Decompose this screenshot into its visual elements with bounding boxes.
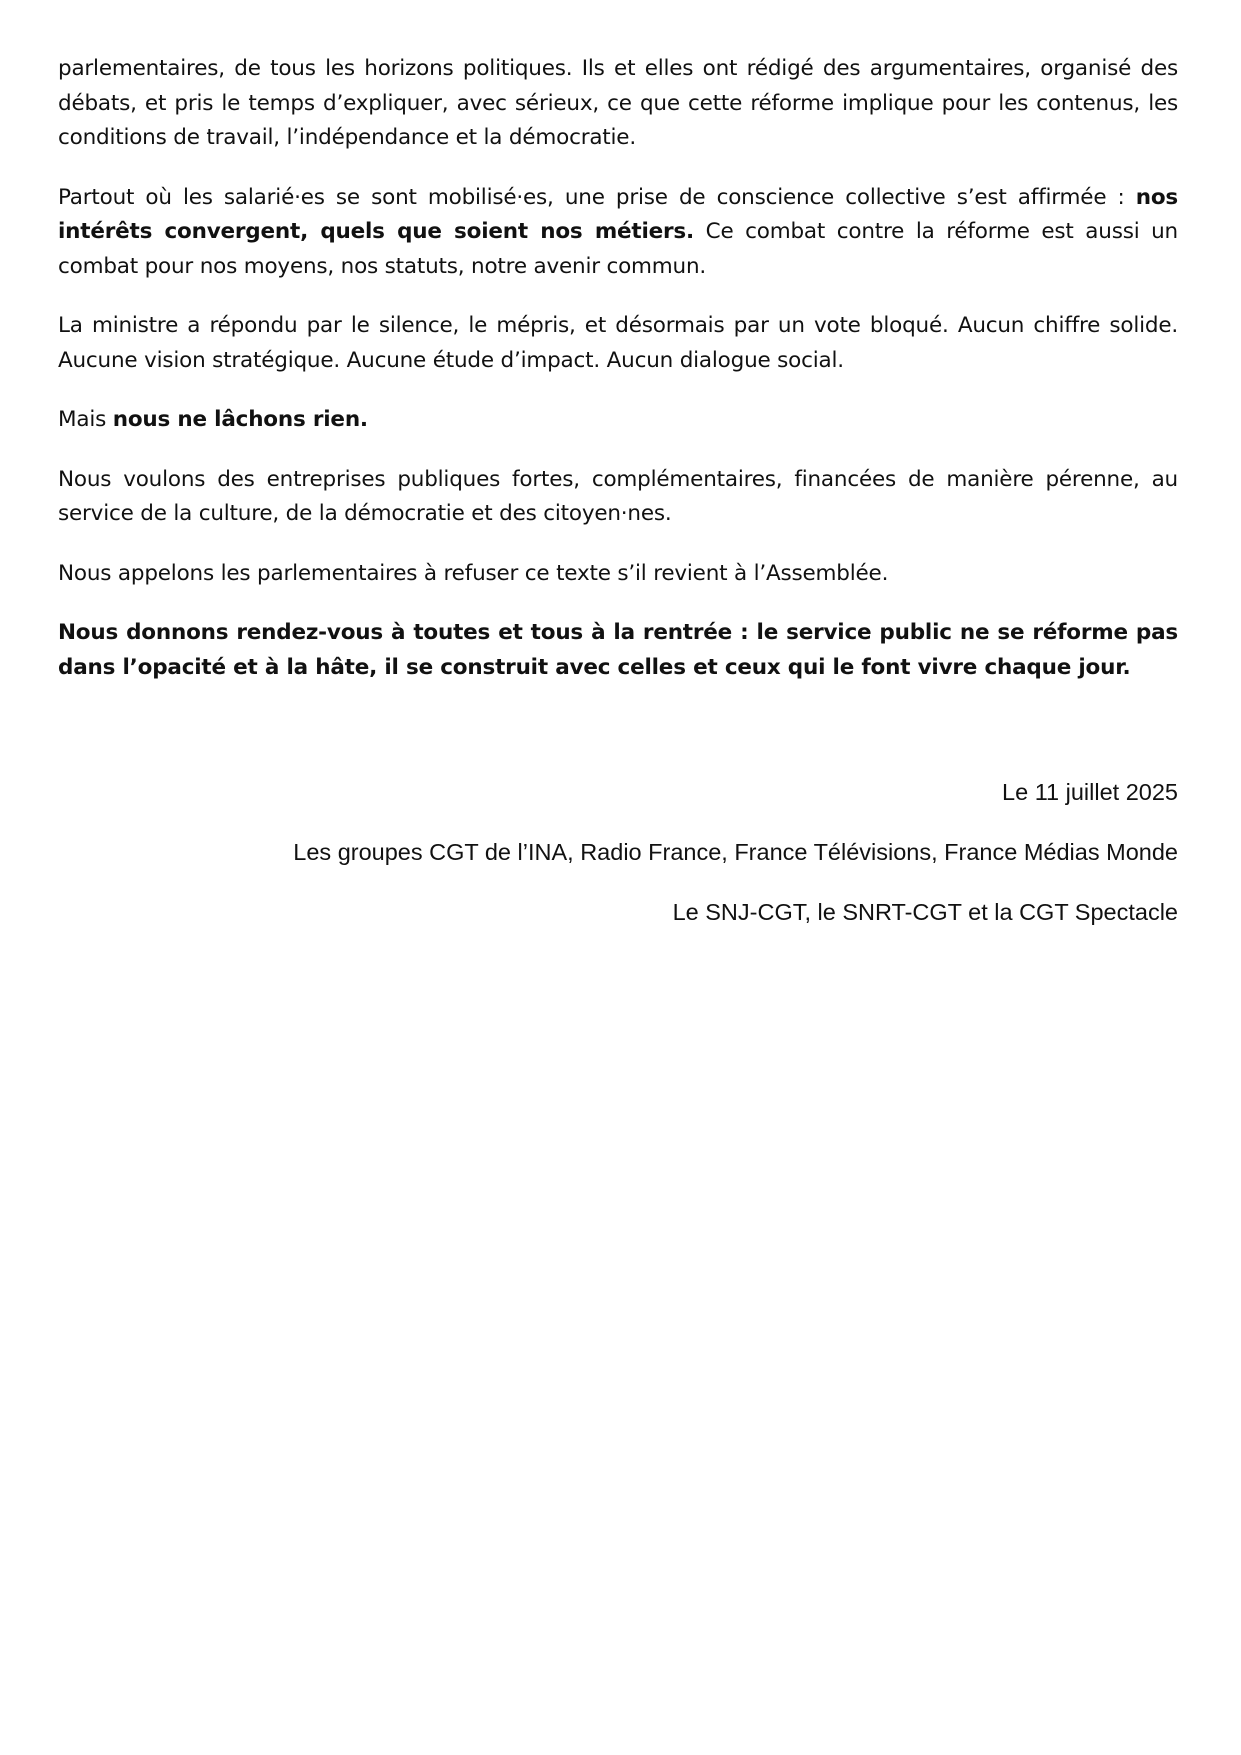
paragraph-6 xyxy=(58,557,1178,592)
signature-unions: Le SNJ-CGT, le SNRT-CGT et la CGT Spectacle xyxy=(672,899,1178,925)
paragraph-4-text: Mais xyxy=(58,407,113,432)
signature-date: Le 11 juillet 2025 xyxy=(1002,779,1178,805)
paragraph-7 xyxy=(58,616,1178,685)
paragraph-3 xyxy=(58,309,1178,378)
paragraph-5 xyxy=(58,463,1178,532)
paragraph-2-text: Partout où les salarié·es se sont mobilisé·es, une prise de conscience collective s’est affirmée : xyxy=(58,184,1136,210)
paragraph-4 xyxy=(58,403,1178,438)
paragraph-7-bold: Nous donnons rendez-vous à toutes et tous à la rentrée : le service public ne se réforme pas dans l’opacité et à la hâte, il se construit avec celles et ceux qui le font vivre chaque jour. xyxy=(58,620,1178,680)
document-body xyxy=(58,52,1178,710)
paragraph-6-text: Nous appelons les parlementaires à refuser ce texte s’il revient à l’Assemblée. xyxy=(58,560,889,586)
signature-groups: Les groupes CGT de l’INA, Radio France, France Télévisions, France Médias Monde xyxy=(293,839,1178,865)
paragraph-4-bold: nous ne lâchons rien. xyxy=(112,407,368,432)
paragraph-1 xyxy=(58,52,1178,156)
paragraph-1-text: parlementaires, de tous les horizons politiques. Ils et elles ont rédigé des argumentaires, organisé des débats, et pris le temps d’expliquer, avec sérieux, ce que cette réforme implique pour les contenus, les conditions de travail, l’indépendance et la démocratie. xyxy=(58,56,1178,150)
paragraph-2-text-end: Ce combat contre la réforme est aussi un combat pour nos moyens, nos statuts, notre avenir commun. xyxy=(58,219,1178,279)
signature-block xyxy=(58,778,1178,958)
paragraph-2 xyxy=(58,181,1178,285)
paragraph-2-bold: nos intérêts convergent, quels que soient nos métiers. xyxy=(58,184,1178,244)
paragraph-5-text: Nous voulons des entreprises publiques fortes, complémentaires, financées de manière pérenne, au service de la culture, de la démocratie et des citoyen·nes. xyxy=(58,466,1178,526)
paragraph-3-text: La ministre a répondu par le silence, le mépris, et désormais par un vote bloqué. Aucun chiffre solide. Aucune vision stratégique. Aucune étude d’impact. Aucun dialogue social. xyxy=(58,313,1178,373)
